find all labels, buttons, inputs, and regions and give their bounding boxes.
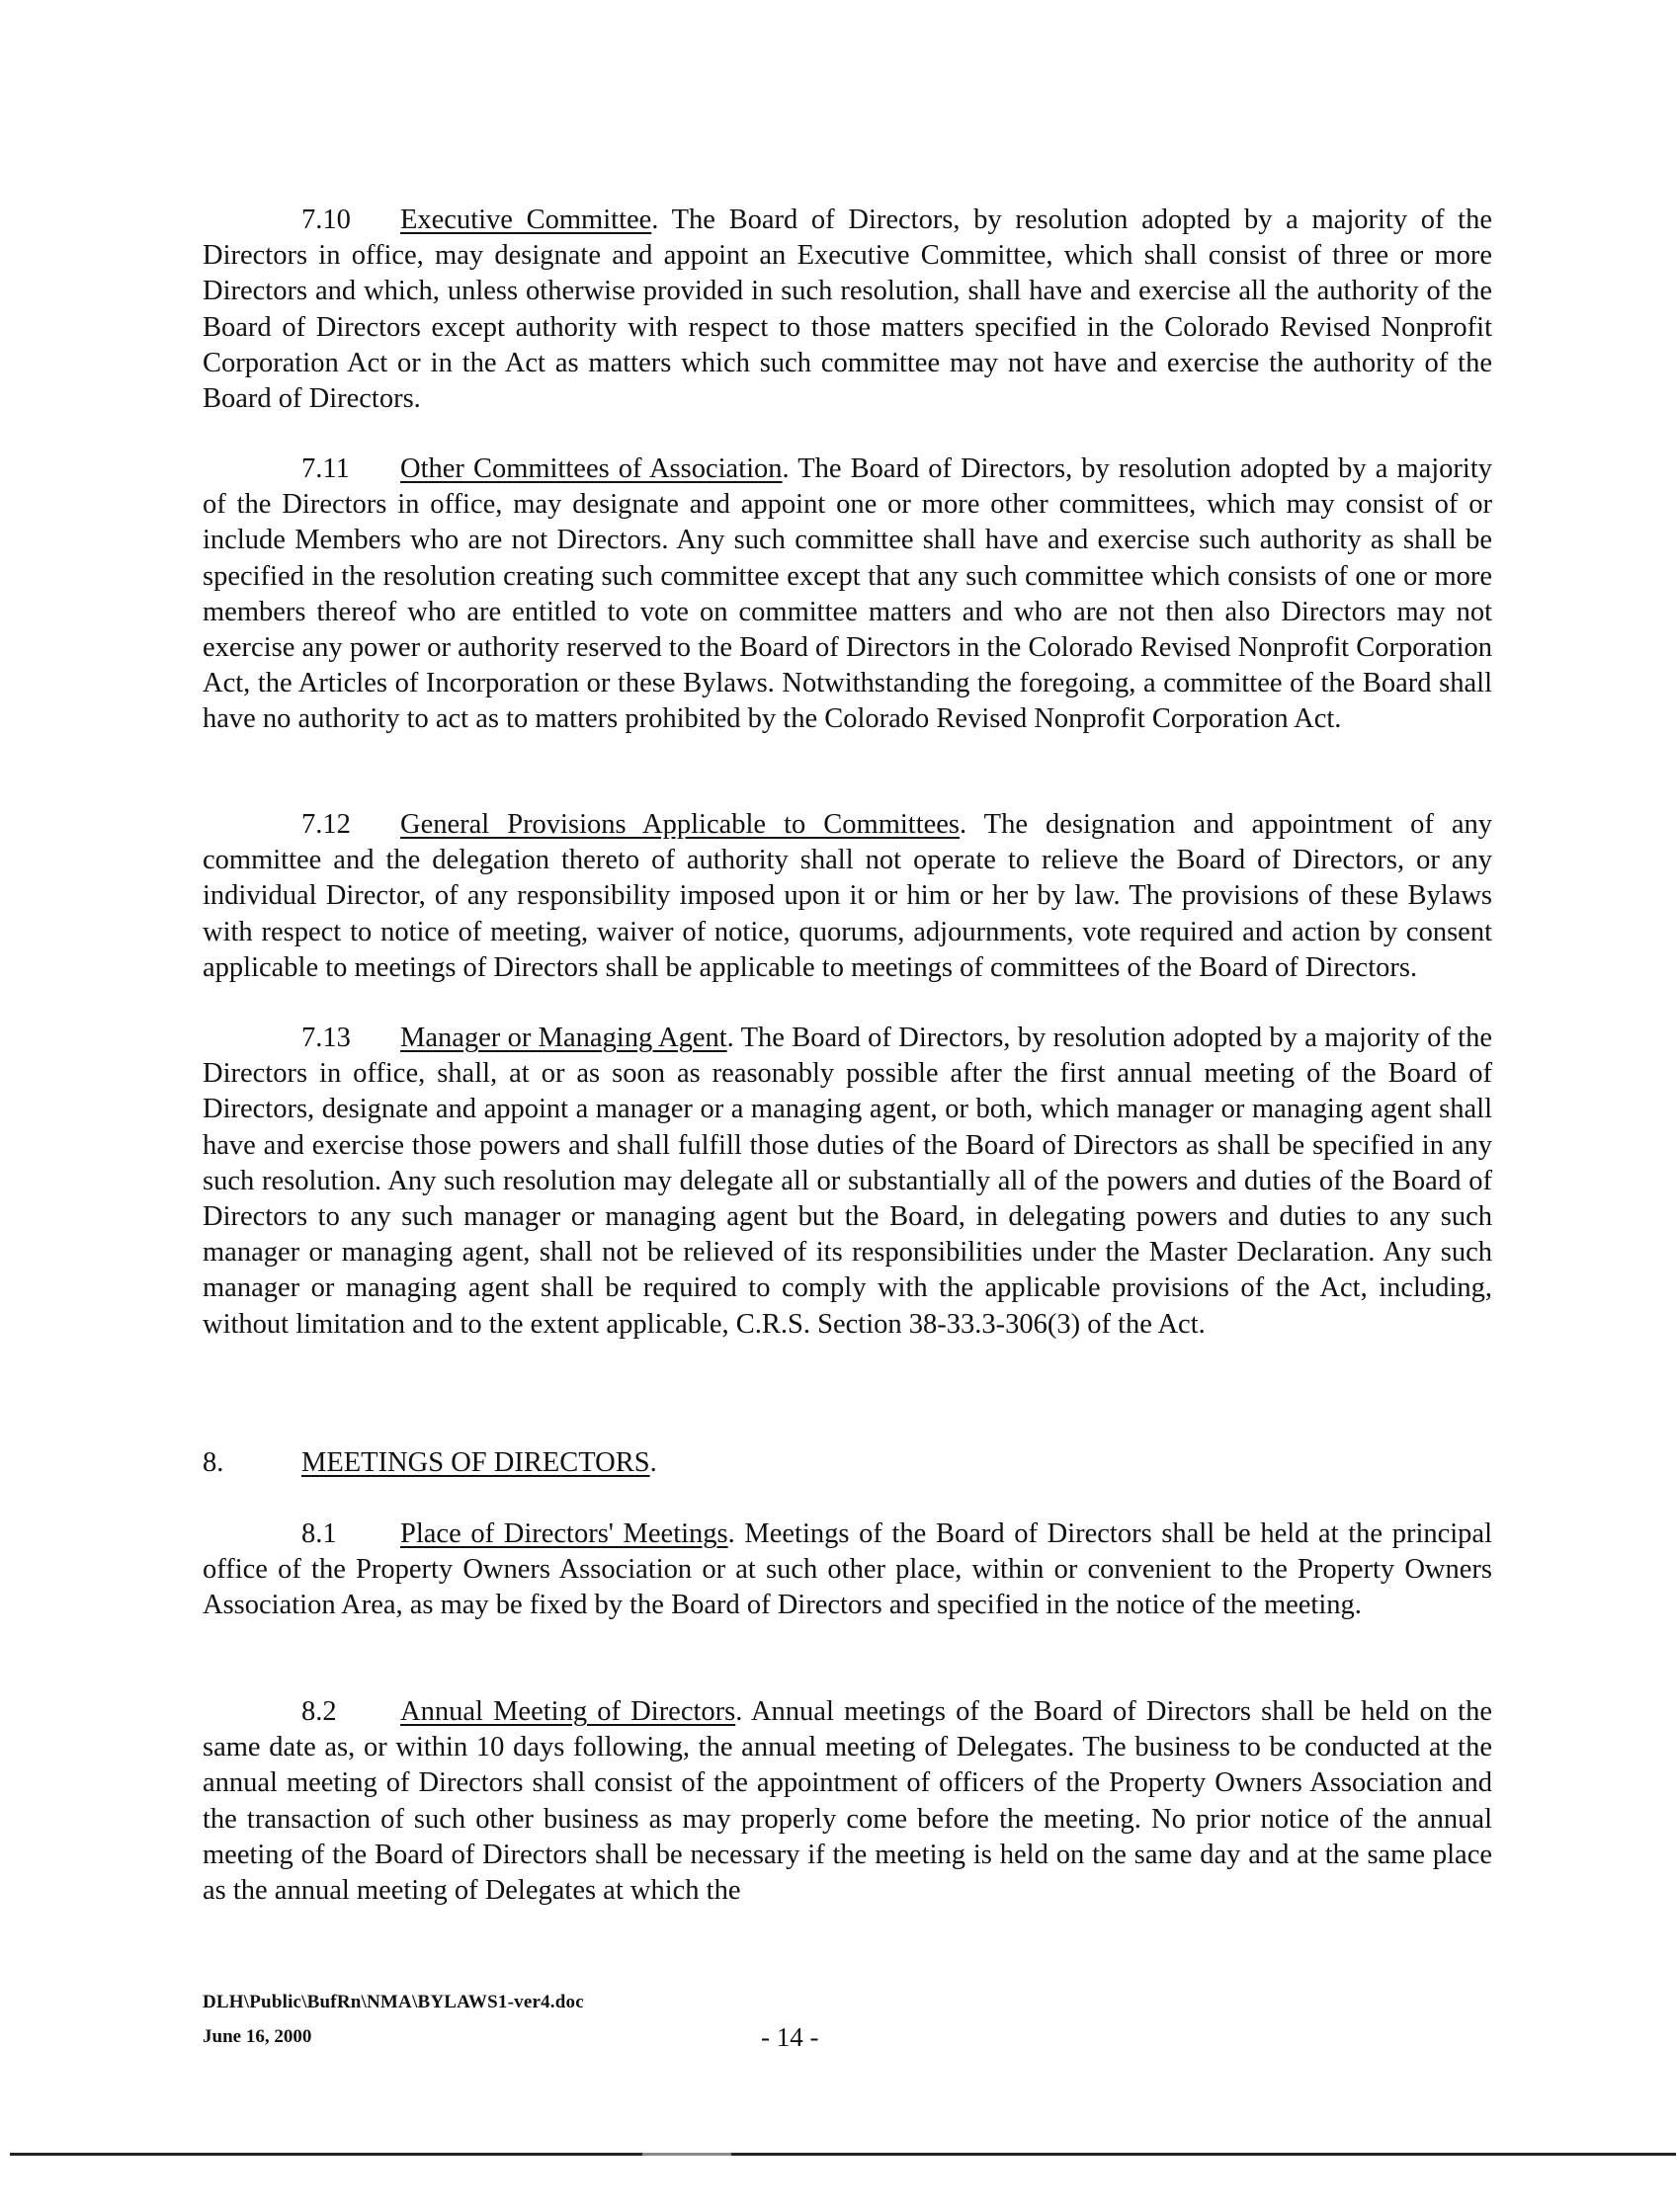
paragraph-heading: Executive Committee [400,205,652,235]
paragraph-number: 7.10 [301,205,351,235]
paragraph-text: . The Board of Directors, by resolution adopted by a majority of the Directors in office, may designate and appoint an Executive Committee, which shall consist of three or more Directors and which, unless otherwise provided in such resolution, shall have and exercise all the authority of the Board of Directors except authority with respect to those matters specified in the Colorado Revised Nonprofit Corporation Act or in the Act as matters which such committee may not have and exercise the authority of the Board of Directors. [203,205,1492,415]
paragraph-heading: General Provisions Applicable to Committees [400,809,961,840]
paragraph-heading: Other Committees of Association [400,453,783,484]
section-number: 8. [203,1447,224,1478]
section-heading-8 [203,1445,657,1481]
paragraph-number: 7.12 [301,809,351,840]
paragraph-7-13 [203,1021,1492,1343]
paragraph-text: . Annual meetings of the Board of Directors shall be held on the same date as, or within 10 days following, the annual meeting of Delegates. The business to be conducted at the annual meeting of Directors shall consist of the appointment of officers of the Property Owners Association and the transaction of such other business as may properly come before the meeting. No prior notice of the annual meeting of the Board of Directors shall be necessary if the meeting is held on the same day and at the same place as the annual meeting of Delegates at which the [203,1696,1492,1907]
section-title: MEETINGS OF DIRECTORS [301,1447,650,1478]
footer-date: June 16, 2000 [203,2026,312,2047]
paragraph-7-11 [203,451,1492,738]
bottom-rule [10,2153,1676,2156]
paragraph-8-1 [203,1516,1492,1624]
paragraph-heading: Place of Directors' Meetings [400,1518,728,1549]
paragraph-8-2 [203,1694,1492,1909]
paragraph-number: 7.13 [301,1023,351,1053]
paragraph-number: 8.2 [301,1696,337,1727]
paragraph-7-12 [203,807,1492,986]
paragraph-heading: Annual Meeting of Directors [400,1696,736,1727]
section-title-suffix: . [649,1447,657,1478]
paragraph-number: 8.1 [301,1518,337,1549]
paragraph-text: . The designation and appointment of any committee and the delegation thereto of authority shall not operate to relieve the Board of Directors, or any individual Director, of any responsibility imposed upon it or him or her by law. The provisions of these Bylaws with respect to notice of meeting, waiver of notice, quorums, adjournments, vote required and action by consent applicable to meetings of Directors shall be applicable to meetings of committees of the Board of Directors. [203,809,1493,983]
paragraph-heading: Manager or Managing Agent [400,1023,727,1053]
paragraph-text: . The Board of Directors, by resolution adopted by a majority of the Directors in office, shall, at or as soon as reasonably possible after the first annual meeting of the Board of Directors, designate and appoint a manager or a managing agent, or both, which manager or managing agent shall have and exercise those powers and shall fulfill those duties of the Board of Directors as shall be specified in any such resolution. Any such resolution may delegate all or substantially all of the powers and duties of the Board of Directors to any such manager or managing agent but the Board, in delegating powers and duties to any such manager or managing agent, shall not be relieved of its responsibilities under the Master Declaration. Any such manager or managing agent shall be required to comply with the applicable provisions of the Act, including, without limitation and to the extent applicable, C.R.S. Section 38-33.3-306(3) of the Act. [203,1023,1492,1340]
paragraph-7-10 [203,203,1492,417]
paragraph-text: . The Board of Directors, by resolution adopted by a majority of the Directors in office, may designate and appoint one or more other committees, which may consist of or include Members who are not Directors. Any such committee shall have and exercise such authority as shall be specified in the resolution creating such committee except that any such committee which consists of one or more members thereof who are entitled to vote on committee matters and who are not then also Directors may not exercise any power or authority reserved to the Board of Directors in the Colorado Revised Nonprofit Corporation Act, the Articles of Incorporation or these Bylaws. Notwithstanding the foregoing, a committee of the Board shall have no authority to act as to matters prohibited by the Colorado Revised Nonprofit Corporation Act. [203,453,1493,735]
paragraph-number: 7.11 [301,453,350,484]
footer-file-path: DLH\Public\BufRn\NMA\BYLAWS1-ver4.doc [203,1992,584,2012]
bottom-rule-faded-segment [642,2153,731,2156]
page-number: - 14 - [761,2022,819,2052]
paragraph-text: . Meetings of the Board of Directors shall be held at the principal office of the Property Owners Association or at such other place, within or convenient to the Property Owners Association Area, as may be fixed by the Board of Directors and specified in the notice of the meeting. [203,1518,1492,1621]
